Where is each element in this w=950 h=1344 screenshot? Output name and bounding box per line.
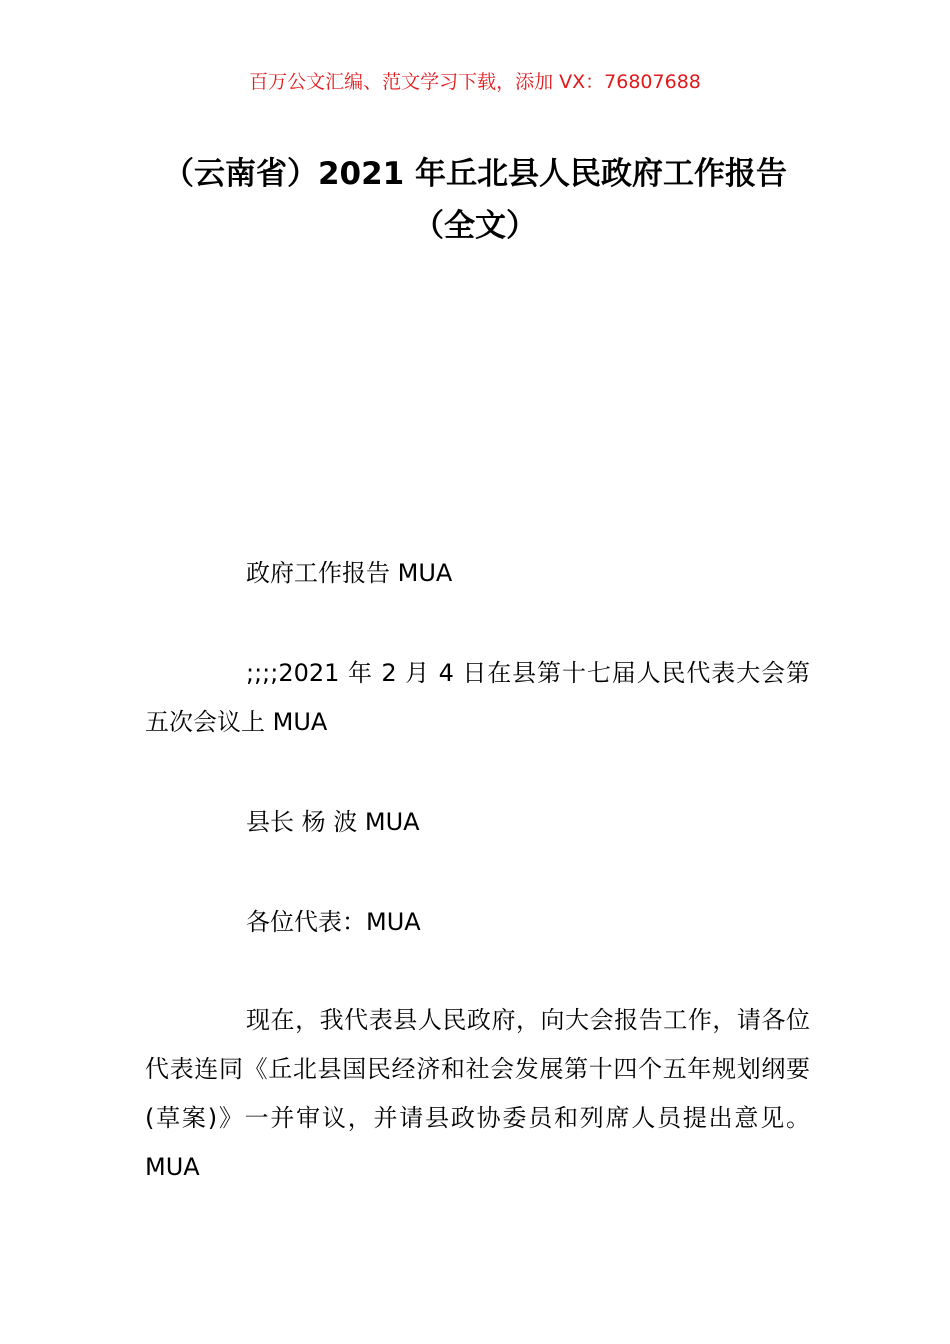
document-title: （云南省）2021 年丘北县人民政府工作报告（全文） xyxy=(162,156,788,244)
header-note: 百万公文汇编、范文学习下载，添加 VX：76807688 xyxy=(249,71,701,93)
paragraph-meeting-date: ;;;;2021 年 2 月 4 日在县第十七届人民代表大会第五次会议上 MUA xyxy=(145,659,810,736)
paragraph-opening: 现在，我代表县人民政府，向大会报告工作，请各位代表连同《丘北县国民经济和社会发展第十四个五年规划纲要(草案)》一并审议，并请县政协委员和列席人员提出意见。MUA xyxy=(145,1006,810,1181)
paragraph-report-label: 政府工作报告 MUA xyxy=(246,559,453,587)
paragraph-speaker: 县长 杨 波 MUA xyxy=(246,808,420,836)
paragraph-salutation: 各位代表：MUA xyxy=(246,908,421,936)
